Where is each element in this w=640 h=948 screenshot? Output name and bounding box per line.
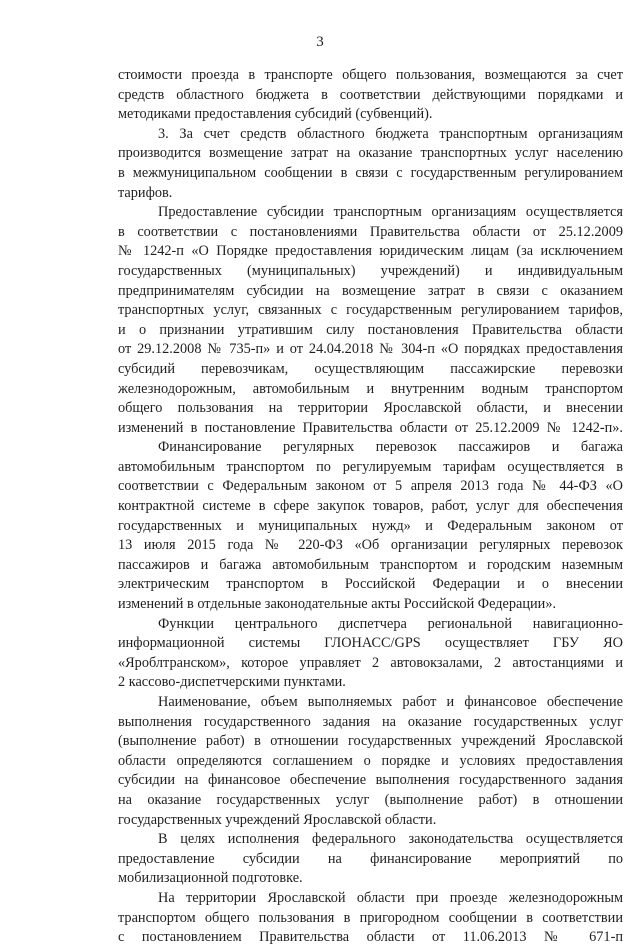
text-line: в межмуниципальном сообщении в связи с государственным регулированием xyxy=(118,164,623,181)
text-line: 13 июля 2015 года № 220-ФЗ «Об организации регулярных перевозок xyxy=(118,537,623,554)
text-line: электрическим транспортом в Российской Федерации и о внесении xyxy=(118,576,623,593)
text-line: На территории Ярославской области при проезде железнодорожным xyxy=(158,889,623,906)
text-line: информационной системы ГЛОНАСС/GPS осуществляет ГБУ ЯО xyxy=(118,635,623,652)
text-line: средств областного бюджета в соответствии действующими порядками и xyxy=(118,86,623,103)
text-line: в соответствии с постановлениями Правительства области от 25.12.2009 xyxy=(118,223,623,240)
text-line: пассажиров и багажа автомобильным транспортом и городским наземным xyxy=(118,556,623,573)
text-line: предоставление субсидии на финансирование мероприятий по xyxy=(118,850,623,867)
text-line: тарифов. xyxy=(118,184,173,201)
text-line: автомобильным транспортом по регулируемым тарифам осуществляется в xyxy=(118,458,623,475)
text-line: Наименование, объем выполняемых работ и финансовое обеспечение xyxy=(158,694,623,710)
text-line: стоимости проезда в транспорте общего пользования, возмещаются за счет xyxy=(118,67,623,83)
text-line: В целях исполнения федерального законодательства осуществляется xyxy=(158,831,623,848)
document-body xyxy=(118,66,623,948)
text-line: изменений в отдельные законодательные акты Российской Федерации». xyxy=(118,596,557,613)
text-line: (выполнение работ) в отношении государственных учреждений Ярославской xyxy=(118,733,623,750)
page-number: 3 xyxy=(316,34,324,50)
text-line: общего пользования на территории Ярославской области, и внесении xyxy=(118,400,623,417)
text-line: контрактной системе в сфере закупок товаров, работ, услуг для обеспечения xyxy=(118,498,623,515)
text-line: и о признании утратившим силу постановления Правительства области xyxy=(118,321,623,338)
text-line: с постановлением Правительства области от 11.06.2013 № 671-п xyxy=(118,929,623,946)
text-line: предпринимателям субсидии на возмещение затрат в связи с оказанием xyxy=(118,282,623,299)
text-line: методиками предоставления субсидий (субвенций). xyxy=(118,106,433,123)
text-line: железнодорожным, автомобильным и внутренним водным транспортом xyxy=(118,380,623,397)
text-line: 2 кассово-диспетчерскими пунктами. xyxy=(118,674,346,691)
text-line: субсидий перевозчикам, осуществляющим пассажирские перевозки xyxy=(118,360,623,377)
text-line: производится возмещение затрат на оказание транспортных услуг населению xyxy=(118,145,623,162)
text-line: Функции центрального диспетчера региональной навигационно- xyxy=(158,615,623,632)
text-line: изменений в постановление Правительства области от 25.12.2009 № 1242-п». xyxy=(118,419,623,436)
text-line: области определяются соглашением о порядке и условиях предоставления xyxy=(118,752,623,769)
text-line: государственных и муниципальных нужд» и Федеральным законом от xyxy=(118,517,623,534)
text-line: соответствии с Федеральным законом от 5 апреля 2013 года № 44-ФЗ «О xyxy=(118,478,623,495)
text-line: Предоставление субсидии транспортным организациям осуществляется xyxy=(158,204,623,221)
text-line: на оказание государственных услуг (выполнение работ) в отношении xyxy=(118,791,623,808)
text-line: государственных учреждений Ярославской области. xyxy=(118,811,437,828)
text-line: Финансирование регулярных перевозок пассажиров и багажа xyxy=(158,439,623,456)
text-line: субсидии на финансовое обеспечение выполнения государственного задания xyxy=(118,772,623,789)
text-line: 3. За счет средств областного бюджета транспортным организациям xyxy=(158,125,623,142)
text-line: государственных (муниципальных) учреждений) и индивидуальным xyxy=(118,262,623,279)
text-line: выполнения государственного задания на оказание государственных услуг xyxy=(118,713,623,730)
text-line: транспортом общего пользования в пригородном сообщении в соответствии xyxy=(118,909,623,926)
text-line: транспортных услуг, связанных с государственным регулированием тарифов, xyxy=(118,302,623,319)
text-line: № 1242-п «О Порядке предоставления юридическим лицам (за исключением xyxy=(118,243,623,260)
text-line: «Яроблтранском», которое управляет 2 автовокзалами, 2 автостанциями и xyxy=(118,654,623,671)
text-line: от 29.12.2008 № 735-п» и от 24.04.2018 № 304-п «О порядках предоставления xyxy=(118,341,623,358)
text-line: мобилизационной подготовке. xyxy=(118,870,303,887)
